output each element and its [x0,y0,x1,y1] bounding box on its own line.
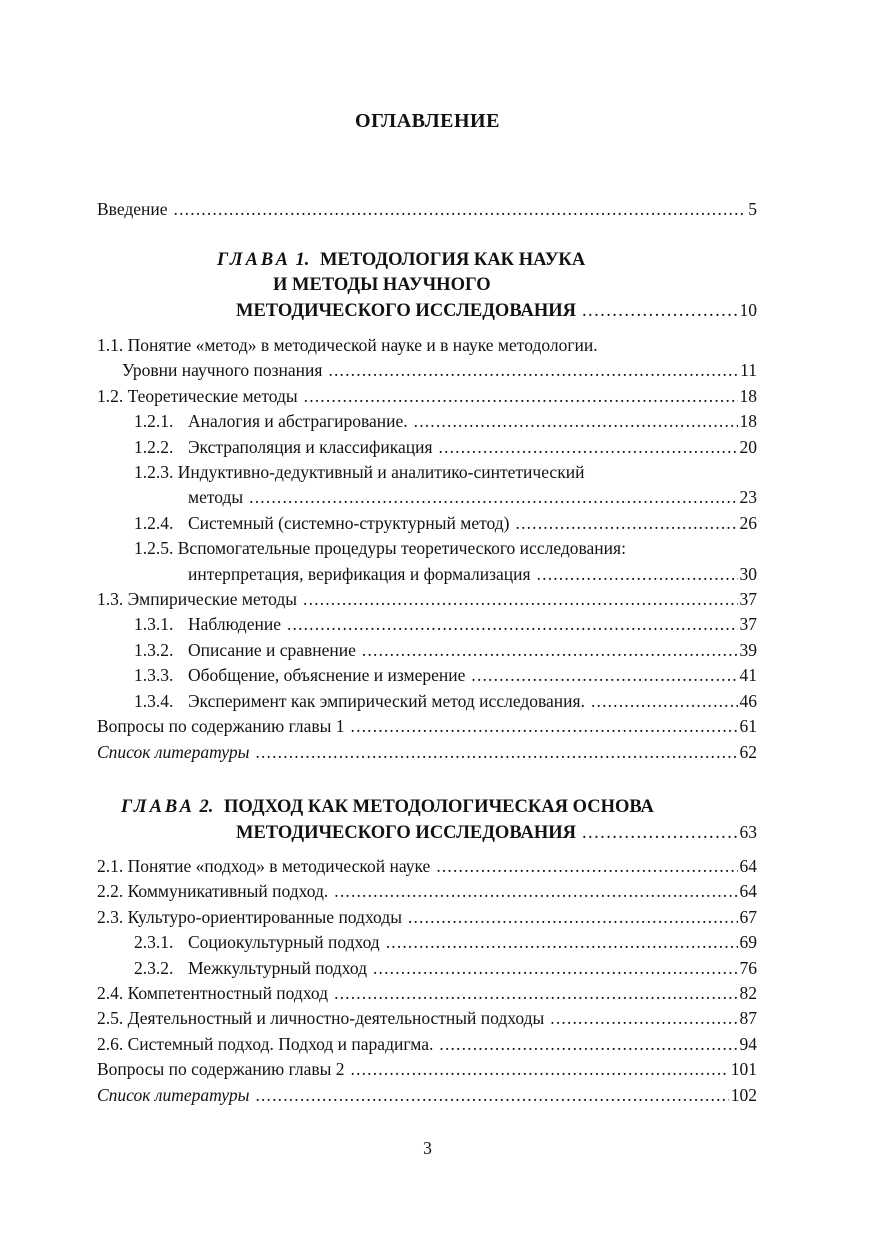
toc-entry-1-2-2[interactable] [97,435,757,460]
entry-number: 2.3. [97,906,124,927]
entry-label: Системный подход. Подход и парадигма. [127,1033,434,1054]
dot-leader [304,384,738,409]
toc-entry-2-1[interactable] [97,854,757,879]
entry-label-line-1: Вспомогательные процедуры теоретического исследования: [177,538,626,559]
chapter-title-line-3: МЕТОДИЧЕСКОГО ИССЛЕДОВАНИЯ [236,301,576,321]
toc-entry-1-3-3[interactable] [97,663,757,688]
toc-entry-2-3-1[interactable] [97,930,757,955]
entry-page: 18 [739,411,757,432]
dot-leader [408,905,738,930]
toc-entry-2-2[interactable] [97,879,757,904]
toc-entry-2-6[interactable] [97,1032,757,1057]
toc-intro [97,197,757,222]
toc-entry-1-2-5[interactable] [97,536,757,587]
dot-leader [174,197,747,222]
chapter-page: 10 [739,300,757,320]
entry-number: 2.4. [97,983,124,1004]
entry-number: 1.3.1. [134,614,174,635]
dot-leader [351,1057,729,1082]
entry-label: Социокультурный подход [188,932,380,953]
entry-label: Деятельностный и личностно-деятельностный подходы [127,1008,545,1029]
entry-page: 67 [739,906,757,927]
entry-page: 101 [730,1059,757,1080]
entry-page: 18 [739,385,757,406]
chapter-title-line-2: МЕТОДИЧЕСКОГО ИССЛЕДОВАНИЯ [236,823,576,843]
chapter-prefix: ГЛАВА [121,797,195,817]
entry-label: Системный (системно-структурный метод) [188,512,510,533]
toc-entry-questions-1[interactable] [97,714,757,739]
entry-page: 37 [739,589,757,610]
entry-page: 94 [739,1033,757,1054]
entry-label: Коммуникативный подход. [127,881,329,902]
entry-number: 1.2.4. [134,512,174,533]
chapter-number: 1. [295,250,310,270]
page-number: 3 [423,1138,432,1158]
entry-page: 5 [748,199,757,219]
entry-page: 46 [739,690,757,711]
entry-page: 76 [739,957,757,978]
entry-label: Эксперимент как эмпирический метод исследования. [188,690,585,711]
entry-page: 11 [740,360,757,381]
entry-number: 2.3.1. [134,932,174,953]
dot-leader [471,663,737,688]
chapter-2-entries [97,854,757,1108]
entry-label-line-1: Понятие «метод» в методической науке и в науке методологии. [127,335,598,355]
toc-entry-1-2[interactable] [97,384,757,409]
entry-label: Введение [97,199,168,219]
entry-number: 1.2.3. [134,462,174,483]
dot-leader [351,714,738,739]
entry-label: Понятие «подход» в методической науке [127,856,431,876]
toc-entry-2-3-2[interactable] [97,956,757,981]
entry-number: 1.3.4. [134,690,174,711]
chapter-title-line-1: МЕТОДОЛОГИЯ КАК НАУКА [320,250,586,270]
dot-leader [436,854,737,879]
chapter-2-heading[interactable] [97,795,757,846]
dot-leader [362,638,738,663]
entry-number: 1.2.1. [134,411,174,432]
entry-label: Обобщение, объяснение и измерение [188,665,466,686]
entry-page: 37 [739,614,757,635]
entry-label: Межкультурный подход [188,957,367,978]
toc-entry-questions-2[interactable] [97,1057,757,1082]
entry-number: 2.5. [97,1008,124,1029]
chapter-1-entries [97,333,757,765]
dot-leader [439,1032,737,1057]
entry-number: 1.2. [97,385,124,406]
entry-page: 82 [739,983,757,1004]
entry-page: 87 [739,1008,757,1029]
entry-label: Эмпирические методы [127,589,298,610]
toc-entry-1-3-4[interactable] [97,689,757,714]
dot-leader [582,299,738,324]
page-title: ОГЛАВЛЕНИЕ [355,110,500,132]
toc-entry-1-3[interactable] [97,587,757,612]
entry-page: 64 [739,881,757,902]
entry-number: 1.3.3. [134,665,174,686]
toc-entry-intro[interactable] [97,197,757,222]
dot-leader [414,409,738,434]
entry-number: 1.2.2. [134,436,174,457]
dot-leader [373,956,738,981]
toc-entry-2-4[interactable] [97,981,757,1006]
toc-entry-1-2-1[interactable] [97,409,757,434]
chapter-prefix: ГЛАВА [217,250,291,270]
entry-page: 41 [739,665,757,686]
entry-page: 102 [730,1084,757,1105]
entry-page: 39 [739,639,757,660]
toc-entry-1-1[interactable] [97,333,757,384]
entry-number: 1.3.2. [134,639,174,660]
entry-number: 1.3. [97,589,124,610]
entry-label-line-2: методы [188,487,244,508]
entry-number: 1.1. [97,335,124,355]
dot-leader [328,358,738,383]
chapter-1-heading[interactable] [97,248,757,324]
entry-page: 23 [739,487,757,508]
toc-entry-1-2-4[interactable] [97,511,757,536]
dot-leader [255,740,737,765]
toc-entry-2-3[interactable] [97,905,757,930]
entry-label: Список литературы [97,1084,250,1105]
entry-number: 1.2.5. [134,538,174,559]
entry-label: Аналогия и абстрагирование. [188,411,408,432]
entry-number: 2.2. [97,881,124,902]
entry-page: 64 [739,856,757,876]
entry-label-line-2: Уровни научного познания [122,360,323,381]
entry-label: Вопросы по содержанию главы 1 [97,716,345,737]
entry-label-line-2: интерпретация, верификация и формализация [188,563,531,584]
entry-label: Компетентностный подход [127,983,329,1004]
chapter-number: 2. [199,797,214,817]
entry-page: 61 [739,716,757,737]
entry-page: 30 [739,563,757,584]
entry-label: Описание и сравнение [188,639,356,660]
dot-leader [303,587,737,612]
toc-entry-literature-1[interactable] [97,740,757,765]
entry-label: Теоретические методы [127,385,298,406]
dot-leader [550,1006,737,1031]
toc-entry-1-3-1[interactable] [97,612,757,637]
toc-entry-1-3-2[interactable] [97,638,757,663]
dot-leader [537,562,738,587]
dot-leader [334,981,737,1006]
dot-leader [334,879,737,904]
entry-number: 2.6. [97,1033,124,1054]
entry-number: 2.1. [97,856,124,876]
dot-leader [582,821,738,846]
toc-entry-2-5[interactable] [97,1006,757,1031]
toc-entry-literature-2[interactable] [97,1083,757,1108]
dot-leader [249,485,737,510]
entry-label: Список литературы [97,741,250,762]
entry-page: 62 [739,741,757,762]
dot-leader [516,511,738,536]
dot-leader [591,689,738,714]
dot-leader [439,435,738,460]
chapter-page: 63 [739,822,757,842]
entry-page: 20 [739,436,757,457]
entry-label: Вопросы по содержанию главы 2 [97,1059,345,1080]
entry-page: 26 [739,512,757,533]
dot-leader [287,612,738,637]
entry-number: 2.3.2. [134,957,174,978]
entry-label: Экстраполяция и классификация [188,436,433,457]
dot-leader [255,1083,728,1108]
chapter-title-line-2: И МЕТОДЫ НАУЧНОГО [273,275,491,295]
dot-leader [386,930,738,955]
entry-page: 69 [739,932,757,953]
chapter-title-line-1: ПОДХОД КАК МЕТОДОЛОГИЧЕСКАЯ ОСНОВА [224,797,654,817]
toc-entry-1-2-3[interactable] [97,460,757,511]
entry-label-line-1: Индуктивно-дедуктивный и аналитико-синтетический [177,462,585,483]
entry-label: Наблюдение [188,614,281,635]
entry-label: Культуро-ориентированные подходы [127,906,402,927]
